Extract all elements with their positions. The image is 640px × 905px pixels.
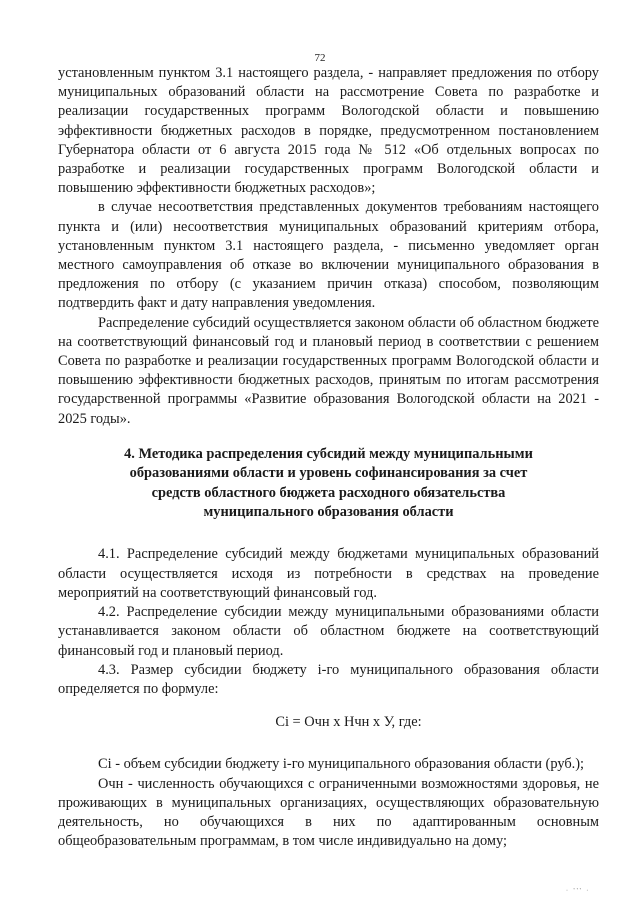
definition-ochn: Очн - численность обучающихся с ограниченными возможностями здоровья, не проживающих в муниципальных организациях, осуществляющих образовательную деятельность, но обучающихся в них по адаптированным основным общеобразовательным программам, в том числе индивидуально на дому;: [58, 775, 599, 850]
paragraph-distribution: Распределение субсидий осуществляется законом области об областном бюджете на соответствующий финансовый год и плановый период в соответствии с решением Совета по разработке и реализации государственных программ Вологодской области и повышению эффективности бюджетных расходов, принятым по итогам рассмотрения государственной программы «Развитие образования Вологодской области на 2021 - 2025 годы».: [58, 314, 599, 427]
section-4-heading: [58, 445, 599, 523]
definition-ci: Ci - объем субсидии бюджету i-го муниципального образования области (руб.);: [98, 756, 585, 773]
heading-line: 4. Методика распределения субсидий между муниципальными: [124, 445, 533, 462]
heading-line: муниципального образования области: [203, 504, 454, 521]
heading-line: образованиями области и уровень софинансирования за счет: [129, 465, 528, 482]
paragraph-4-3: 4.3. Размер субсидии бюджету i-го муниципального образования области определяется по формуле:: [58, 661, 599, 697]
paragraph-4-1: 4.1. Распределение субсидий между бюджетами муниципальных образований области осуществляется исходя из потребности в средствах на проведение мероприятий на соответствующий финансовый год.: [58, 546, 599, 601]
paragraph-proposal: установленным пунктом 3.1 настоящего раздела, - направляет предложения по отбору муниципальных образований области на рассмотрение Совета по разработке и реализации государственных программ Вологодской области и повышению эффективности бюджетных расходов в порядке, предусмотренном постановлением Губернатора области от 6 августа 2015 года № 512 «Об отдельных вопросах по разработке и реализации государственных программ Вологодской области и повышению эффективности бюджетных расходов»;: [58, 65, 599, 197]
paragraph-refusal: в случае несоответствия представленных документов требованиям настоящего пункта и (или) несоответствия муниципальных образований критериям отбора, установленным пунктом 3.1 настоящего раздела, - письменно уведомляет орган местного самоуправления об отказе во включении муниципального образования в предложения по отбору (с указанием причин отказа) способом, позволяющим подтвердить факт и дату направления уведомления.: [58, 199, 599, 312]
scan-artifact: · ''' ·: [566, 888, 591, 894]
subsidy-formula: Ci = Очн х Нчн х У, где:: [275, 714, 422, 731]
page-body: [58, 64, 599, 851]
paragraph-4-2: 4.2. Распределение субсидии между муниципальными образованиями области устанавливается законом области об областном бюджете на соответствующий финансовый год и плановый период.: [58, 604, 599, 659]
page-number: 72: [314, 52, 326, 64]
heading-line: средств областного бюджета расходного обязательства: [151, 484, 506, 501]
